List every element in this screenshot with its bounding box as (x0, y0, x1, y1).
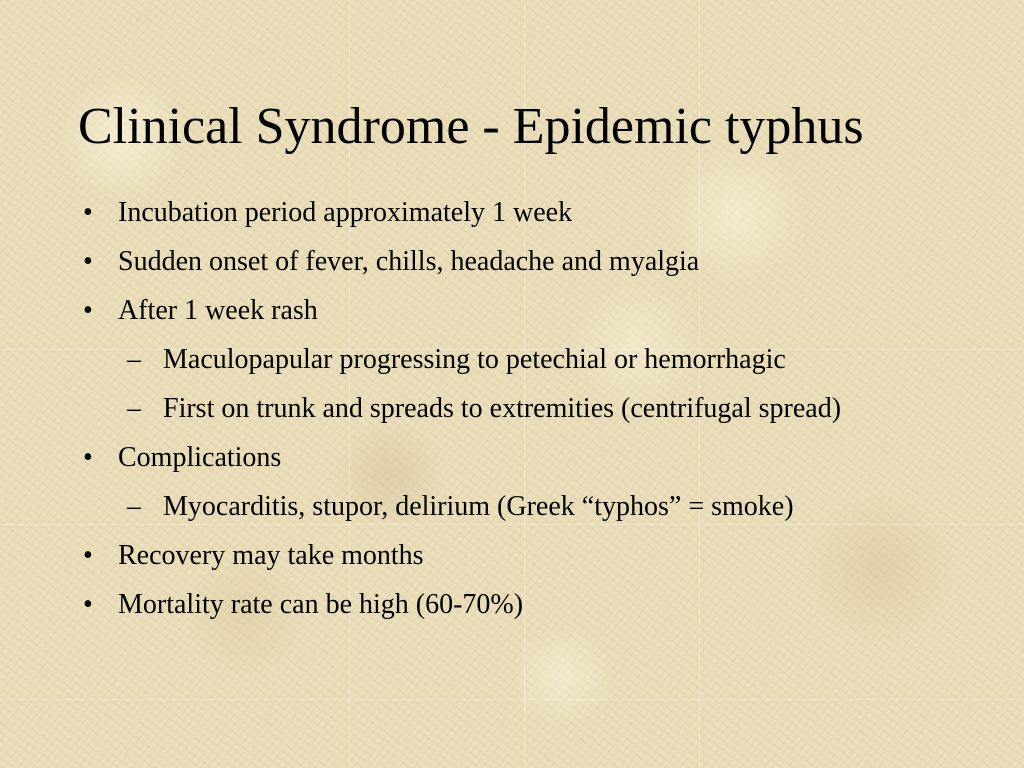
bullet-marker: • (83, 295, 93, 326)
bullet-text: First on trunk and spreads to extremities (centrifugal spread) (163, 393, 842, 424)
bullet-text: Mortality rate can be high (60-70%) (118, 589, 524, 620)
bullet-text: Sudden onset of fever, chills, headache and myalgia (118, 246, 700, 277)
bullet-text: Complications (118, 442, 282, 473)
bullet-marker: • (83, 246, 93, 277)
sub-list-item (80, 389, 923, 429)
bullet-marker: • (83, 442, 93, 473)
bullet-text: Maculopapular progressing to petechial or hemorrhagic (163, 344, 786, 375)
bullet-marker: • (83, 540, 93, 571)
list-item (80, 536, 960, 576)
list-item (80, 242, 960, 282)
slide-title: Clinical Syndrome - Epidemic typhus (78, 98, 864, 155)
bullet-text: After 1 week rash (118, 295, 318, 326)
bullet-text: Incubation period approximately 1 week (118, 197, 573, 228)
sub-list-item (80, 487, 960, 527)
list-item (80, 193, 960, 233)
list-item (80, 438, 960, 478)
list-item (80, 585, 960, 625)
sub-list-item (80, 340, 960, 380)
list-item (80, 291, 960, 331)
dash-marker: – (127, 393, 141, 424)
bullet-marker: • (83, 589, 93, 620)
dash-marker: – (127, 491, 141, 522)
dash-marker: – (127, 344, 141, 375)
bullet-list (80, 193, 960, 634)
bullet-text: Recovery may take months (118, 540, 424, 571)
bullet-text: Myocarditis, stupor, delirium (Greek “typhos” = smoke) (163, 491, 794, 522)
bullet-marker: • (83, 197, 93, 228)
